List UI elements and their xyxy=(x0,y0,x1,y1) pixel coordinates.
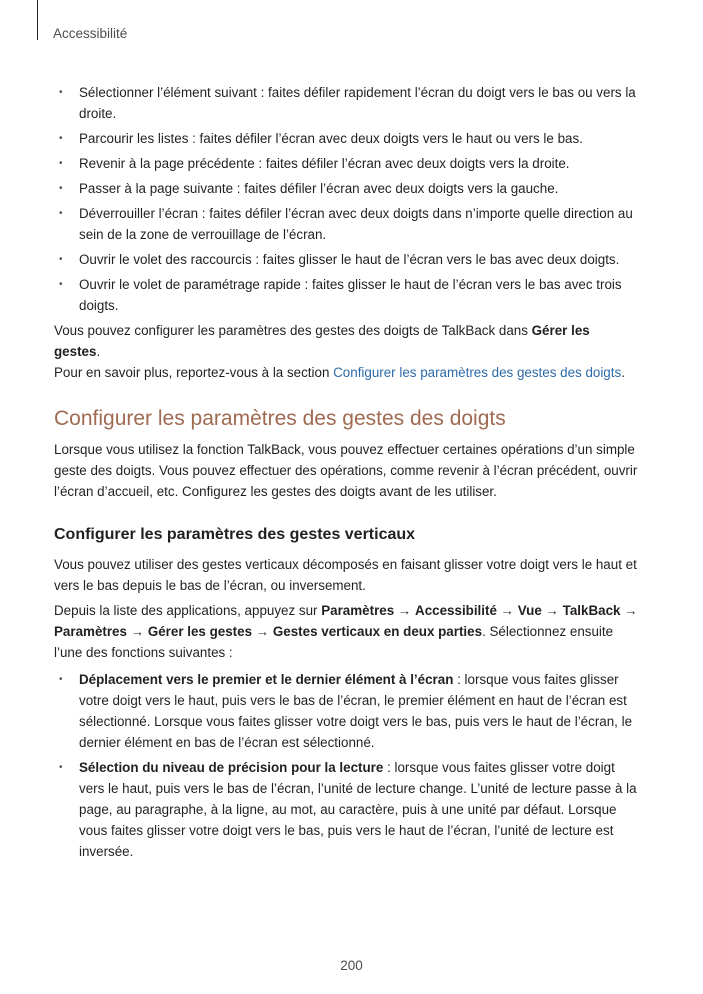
option-name: Déplacement vers le premier et le dernier élément à l’écran xyxy=(79,672,454,687)
list-item: • Sélectionner l’élément suivant : faites défiler rapidement l’écran du doigt vers le bas ou vers la droite. xyxy=(54,82,638,124)
subsection-title: Configurer les paramètres des gestes verticaux xyxy=(54,526,416,543)
vertical-gesture-options xyxy=(54,669,638,862)
section-title: Configurer les paramètres des gestes des doigts xyxy=(54,407,506,430)
section-link[interactable]: Configurer les paramètres des gestes des doigts xyxy=(333,365,622,380)
menu-name: Gérer les gestes xyxy=(54,323,590,359)
arrow: → xyxy=(541,603,563,618)
list-item: • Ouvrir le volet des raccourcis : faites glisser le haut de l’écran vers le bas avec deux doigts. xyxy=(54,249,638,270)
navigation-path: Depuis la liste des applications, appuyez sur Paramètres → Accessibilité → Vue → TalkBack → Paramètres → Gérer les gestes → Gestes verticaux en deux parties. Sélectionnez ensuite l’une des fonctions suivantes : xyxy=(54,603,638,660)
list-item: • Déplacement vers le premier et le dernier élément à l’écran : lorsque vous faites glisser votre doigt vers le haut, puis vers le bas de l’écran, le premier élément en haut de l’écran est sélectionné. Lorsque vous faites glisser votre doigt vers le bas, puis vers le haut de l’écran, le dernier élément en bas de l’écran est sélectionné. xyxy=(54,669,638,753)
page-header-title: Accessibilité xyxy=(53,26,128,41)
page-number: 200 xyxy=(340,958,363,973)
option-name: Sélection du niveau de précision pour la lecture xyxy=(79,760,384,775)
arrow: → xyxy=(126,624,148,639)
list-item: • Revenir à la page précédente : faites défiler l’écran avec deux doigts vers la droite. xyxy=(54,153,638,174)
path-step: Paramètres xyxy=(54,624,127,639)
list-item: • Ouvrir le volet de paramétrage rapide : faites glisser le haut de l’écran vers le bas avec trois doigts. xyxy=(54,274,638,316)
arrow: → xyxy=(620,603,638,618)
path-step: Paramètres xyxy=(321,603,395,618)
header-rule xyxy=(37,0,38,40)
path-step: Accessibilité xyxy=(415,603,497,618)
path-step: Vue xyxy=(517,603,542,618)
arrow: → xyxy=(252,624,273,639)
path-step: Gestes verticaux en deux parties xyxy=(272,624,483,639)
path-step: Gérer les gestes xyxy=(147,624,253,639)
list-item: • Passer à la page suivante : faites défiler l’écran avec deux doigts vers la gauche. xyxy=(54,178,638,199)
list-item: • Sélection du niveau de précision pour la lecture : lorsque vous faites glisser votre doigt vers le haut, puis vers le bas de l’écran, l’unité de lecture change. L’unité de lecture passe à la page, au paragraphe, à la ligne, au mot, au caractère, puis à une unité par défaut. Lorsque vous faites glisser votre doigt vers le bas, puis vers le haut de l’écran, l’unité de lecture est inversée. xyxy=(54,757,638,862)
arrow: → xyxy=(496,603,518,618)
page-content xyxy=(54,82,638,866)
subsection-intro: Vous pouvez utiliser des gestes verticaux décomposés en faisant glisser votre doigt vers le haut et vers le bas depuis le bas de l’écran, ou inversement. xyxy=(54,557,637,593)
path-step: TalkBack xyxy=(562,603,621,618)
arrow: → xyxy=(394,603,416,618)
gesture-list xyxy=(54,82,638,316)
config-note: Vous pouvez configurer les paramètres des gestes des doigts de TalkBack dans Gérer les gestes. Pour en savoir plus, reportez-vous à la section Configurer les paramètres des gestes des doigts. xyxy=(54,323,625,380)
section-intro: Lorsque vous utilisez la fonction TalkBack, vous pouvez effectuer certaines opérations d’un simple geste des doigts. Vous pouvez effectuer des opérations, comme revenir à l’écran précédent, ouvrir l’écran d’accueil, etc. Configurez les gestes des doigts avant de les utiliser. xyxy=(54,442,638,499)
list-item: • Parcourir les listes : faites défiler l’écran avec deux doigts vers le haut ou vers le bas. xyxy=(54,128,638,149)
list-item: • Déverrouiller l’écran : faites défiler l’écran avec deux doigts dans n’importe quelle direction au sein de la zone de verrouillage de l’écran. xyxy=(54,203,638,245)
